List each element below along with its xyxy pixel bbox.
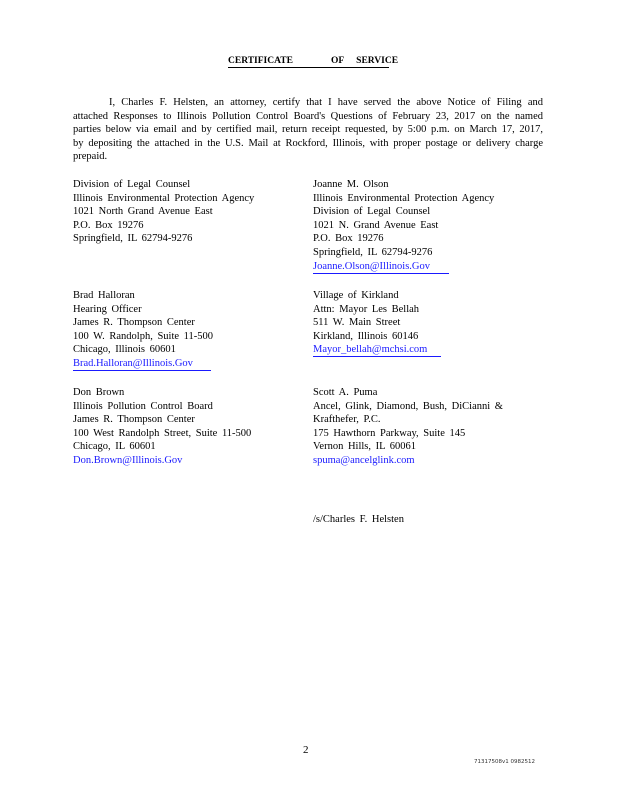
address-line: James R. Thompson Center	[73, 414, 195, 426]
recipient-don-brown	[73, 386, 251, 468]
address-line: 1021 North Grand Avenue East	[73, 206, 213, 218]
email-link[interactable]: Joanne.Olson@Illinois.Gov	[313, 261, 449, 274]
document-id: 71317508v1 0982512	[474, 759, 535, 765]
address-line: P.O. Box 19276	[73, 219, 144, 231]
signature: /s/Charles F. Helsten	[313, 514, 404, 525]
address-line: Attn: Mayor Les Bellah	[313, 303, 420, 315]
recipient-joanne-olson	[313, 178, 494, 274]
page-number: 2	[303, 744, 309, 756]
address-line: Kirkland, Illinois 60146	[313, 330, 419, 342]
address-line: Chicago, Illinois 60601	[73, 344, 176, 356]
recipient-village-kirkland	[313, 289, 441, 357]
address-line: 1021 N. Grand Avenue East	[313, 219, 439, 231]
email-link[interactable]: Mayor_bellah@mchsi.com	[313, 344, 441, 357]
email-link[interactable]: Don.Brown@Illinois.Gov	[73, 454, 183, 466]
address-line: Ancel, Glink, Diamond, Bush, DiCianni &	[313, 400, 503, 412]
address-line: Chicago, IL 60601	[73, 441, 156, 453]
email-link[interactable]: spuma@ancelglink.com	[313, 454, 415, 466]
address-line: Illinois Environmental Protection Agency	[73, 192, 255, 204]
email-link[interactable]: Brad.Halloran@Illinois.Gov	[73, 358, 211, 371]
certificate-title	[228, 56, 399, 68]
address-line: Krafthefer, P.C.	[313, 414, 381, 426]
address-line: Springfield, IL 62794-9276	[73, 233, 193, 245]
address-line: Springfield, IL 62794-9276	[313, 246, 433, 258]
address-line: 100 West Randolph Street, Suite 11-500	[73, 427, 252, 439]
address-line: 511 W. Main Street	[313, 317, 401, 329]
address-line: P.O. Box 19276	[313, 233, 384, 245]
title-word-certificate: CERTIFICATE	[228, 56, 293, 66]
address-line: Village of Kirkland	[313, 290, 399, 301]
address-line: Scott A. Puma	[313, 387, 378, 398]
address-line: Joanne M. Olson	[313, 179, 389, 190]
title-word-of: OF	[330, 56, 345, 66]
address-line: Division of Legal Counsel	[313, 206, 431, 218]
address-line: Illinois Environmental Protection Agency	[313, 192, 495, 204]
address-line: Hearing Officer	[73, 303, 142, 315]
recipient-scott-puma	[313, 386, 503, 468]
address-line: Division of Legal Counsel	[73, 179, 191, 190]
address-line: Brad Halloran	[73, 290, 135, 301]
recipient-brad-halloran	[73, 289, 213, 371]
address-line: 100 W. Randolph, Suite 11-500	[73, 330, 214, 342]
title-word-service: SERVICE	[356, 56, 399, 66]
certification-paragraph: I, Charles F. Helsten, an attorney, certify that I have served the above Notice of Filing and attached Responses to Illinois Pollution Control Board's Questions of February 23, 2017 on the named parties below via email and by certified mail, return receipt requested, by 5:00 p.m. on March 17, 2017, by depositing the attached in the U.S. Mail at Rockford, Illinois, with proper postage or delivery charge prepaid.	[73, 97, 543, 163]
recipient-division-legal-counsel	[73, 178, 254, 246]
address-line: Illinois Pollution Control Board	[73, 400, 213, 412]
address-line: Don Brown	[73, 387, 125, 398]
address-line: 175 Hawthorn Parkway, Suite 145	[313, 427, 466, 439]
address-line: James R. Thompson Center	[73, 317, 195, 329]
address-line: Vernon Hills, IL 60061	[313, 441, 417, 453]
